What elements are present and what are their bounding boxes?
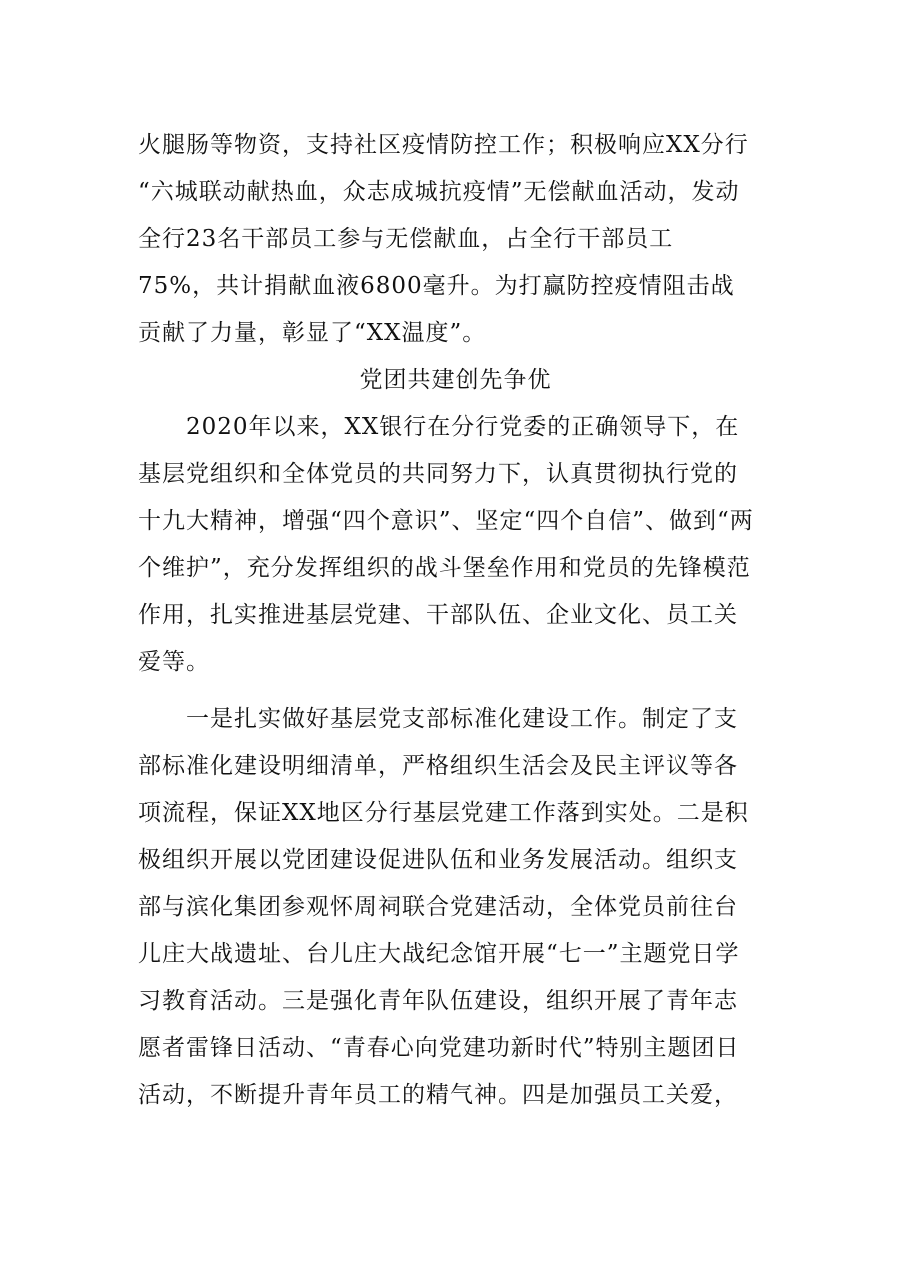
- text-line: 全行23名干部员工参与无偿献血，占全行干部员工: [138, 226, 674, 252]
- paragraph-3: [138, 700, 773, 1115]
- text-line: 火腿肠等物资，支持社区疫情防控工作；积极响应XX分行: [138, 132, 749, 158]
- paragraph-spacer: [138, 690, 773, 700]
- text-line: 愿者雷锋日活动、“青春心向党建功新时代”特别主题团日: [138, 1035, 740, 1061]
- section-heading: 党团共建创先争优: [359, 367, 552, 393]
- text-line: 项流程，保证XX地区分行基层党建工作落到实处。二是积: [138, 800, 749, 826]
- text-line: 75%，共计捐献血液6800毫升。为打赢防控疫情阻击战: [138, 273, 735, 299]
- text-line: 活动，不断提升青年员工的精气神。四是加强员工关爱，: [138, 1082, 738, 1108]
- text-line: 极组织开展以党团建设促进队伍和业务发展活动。组织支: [138, 847, 738, 873]
- text-line: 部标准化建设明细清单，严格组织生活会及民主评议等各: [138, 753, 738, 779]
- text-line: 儿庄大战遗址、台儿庄大战纪念馆开展“七一”主题党日学: [138, 941, 740, 967]
- text-line: 贡献了力量，彰显了“XX温度”。: [138, 320, 487, 346]
- text-line: 2020年以来，XX银行在分行党委的正确领导下，在: [186, 414, 740, 440]
- text-line: 作用，扎实推进基层党建、干部队伍、企业文化、员工关: [138, 602, 738, 628]
- text-line: 习教育活动。三是强化青年队伍建设，组织开展了青年志: [138, 988, 738, 1014]
- text-line: 个维护”，充分发挥组织的战斗堡垒作用和党员的先锋模范: [138, 555, 751, 581]
- text-line: 爱等。: [138, 649, 210, 675]
- text-line: 部与滨化集团参观怀周祠联合党建活动，全体党员前往台: [138, 894, 738, 920]
- text-line: 一是扎实做好基层党支部标准化建设工作。制定了支: [186, 706, 738, 732]
- paragraph-1: [138, 126, 773, 353]
- text-line: 十九大精神，增强“四个意识”、坚定“四个自信”、做到“两: [138, 508, 754, 534]
- paragraph-2: [138, 408, 773, 682]
- text-line: “六城联动献热血，众志成城抗疫情”无偿献血活动，发动: [138, 179, 740, 205]
- text-line: 基层党组织和全体党员的共同努力下，认真贯彻执行党的: [138, 461, 738, 487]
